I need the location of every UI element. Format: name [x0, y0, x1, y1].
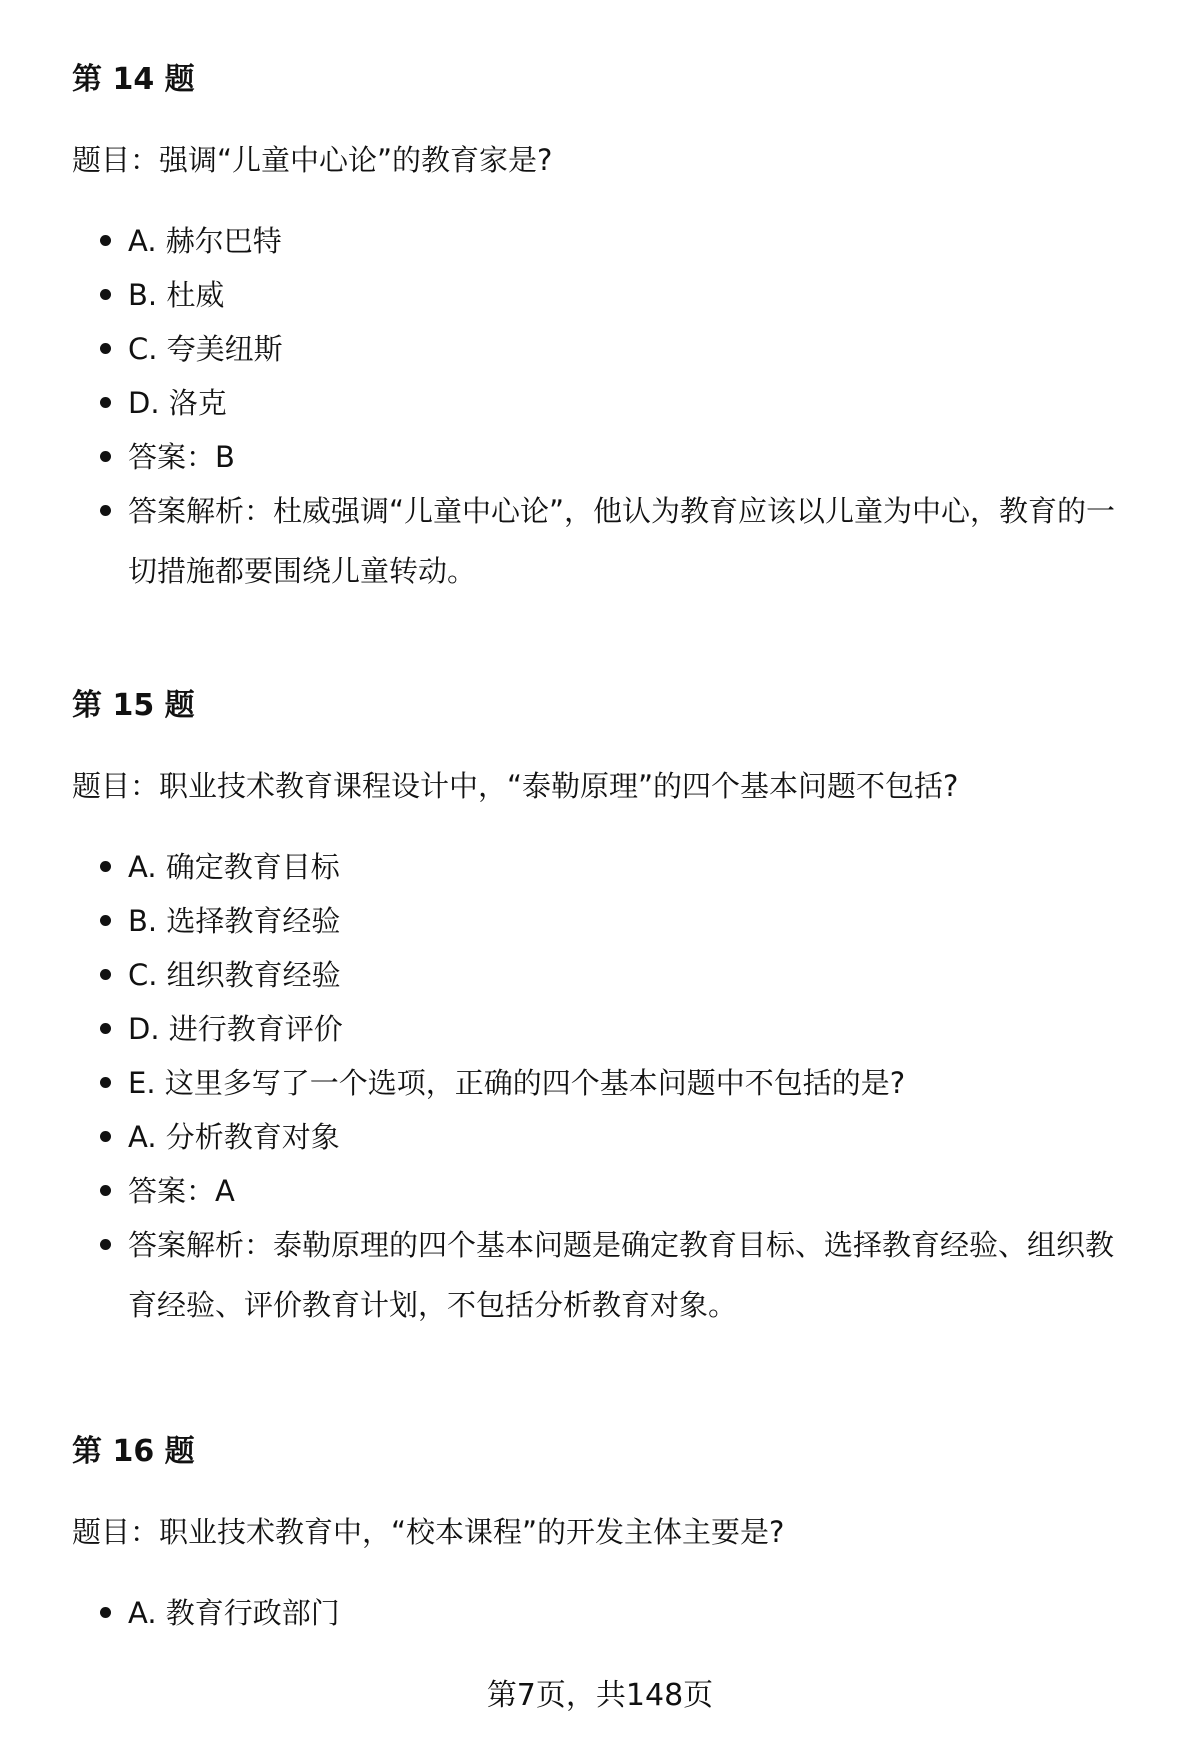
bullet-icon: [100, 289, 111, 300]
question-stem: 题目：职业技术教育课程设计中，“泰勒原理”的四个基本问题不包括?: [72, 769, 959, 803]
list-item: [72, 999, 1152, 1059]
answer-text: 答案：A: [128, 1174, 235, 1208]
list-item: [72, 373, 1152, 433]
answer-explanation: 答案解析：泰勒原理的四个基本问题是确定教育目标、选择教育经验、组织教育经验、评价教育计划，不包括分析教育对象。: [128, 1228, 1115, 1322]
bullet-icon: [100, 1131, 111, 1142]
question-title: 第 14 题: [72, 62, 195, 97]
list-item: [72, 837, 1152, 897]
bullet-icon: [100, 343, 111, 354]
bullet-icon: [100, 969, 111, 980]
question-stem: 题目：强调“儿童中心论”的教育家是?: [72, 143, 553, 177]
bullet-icon: [100, 1239, 111, 1250]
list-item: [72, 1583, 1152, 1643]
list-item: [72, 1161, 1152, 1221]
option-text: A. 赫尔巴特: [128, 224, 282, 258]
bullet-icon: [100, 397, 111, 408]
bullet-icon: [100, 1607, 111, 1618]
list-item: [72, 945, 1152, 1005]
list-item: [72, 427, 1152, 487]
bullet-icon: [100, 915, 111, 926]
question-stem: 题目：职业技术教育中，“校本课程”的开发主体主要是?: [72, 1515, 785, 1549]
list-item: [72, 1215, 1152, 1335]
option-text: B. 杜威: [128, 278, 225, 312]
bullet-icon: [100, 505, 111, 516]
list-item: [72, 1053, 1152, 1113]
bullet-icon: [100, 1023, 111, 1034]
list-item: [72, 319, 1152, 379]
option-text: B. 选择教育经验: [128, 904, 341, 938]
question-title: 第 16 题: [72, 1434, 195, 1469]
question-title: 第 15 题: [72, 688, 195, 723]
option-text: D. 洛克: [128, 386, 227, 420]
option-text: A. 教育行政部门: [128, 1596, 340, 1630]
option-text: E. 这里多写了一个选项，正确的四个基本问题中不包括的是?: [128, 1066, 906, 1100]
list-item: [72, 891, 1152, 951]
option-text: C. 夸美纽斯: [128, 332, 283, 366]
bullet-icon: [100, 1077, 111, 1088]
page-number: 第7页，共148页: [486, 1678, 714, 1713]
list-item: [72, 265, 1152, 325]
option-text: C. 组织教育经验: [128, 958, 341, 992]
bullet-icon: [100, 861, 111, 872]
list-item: [72, 1107, 1152, 1167]
bullet-icon: [100, 451, 111, 462]
answer-explanation: 答案解析：杜威强调“儿童中心论”，他认为教育应该以儿童为中心，教育的一切措施都要围绕儿童转动。: [128, 494, 1116, 588]
bullet-icon: [100, 235, 111, 246]
list-item: [72, 481, 1152, 601]
answer-text: 答案：B: [128, 440, 235, 474]
option-text: A. 分析教育对象: [128, 1120, 340, 1154]
list-item: [72, 211, 1152, 271]
bullet-icon: [100, 1185, 111, 1196]
option-text: A. 确定教育目标: [128, 850, 340, 884]
option-text: D. 进行教育评价: [128, 1012, 343, 1046]
